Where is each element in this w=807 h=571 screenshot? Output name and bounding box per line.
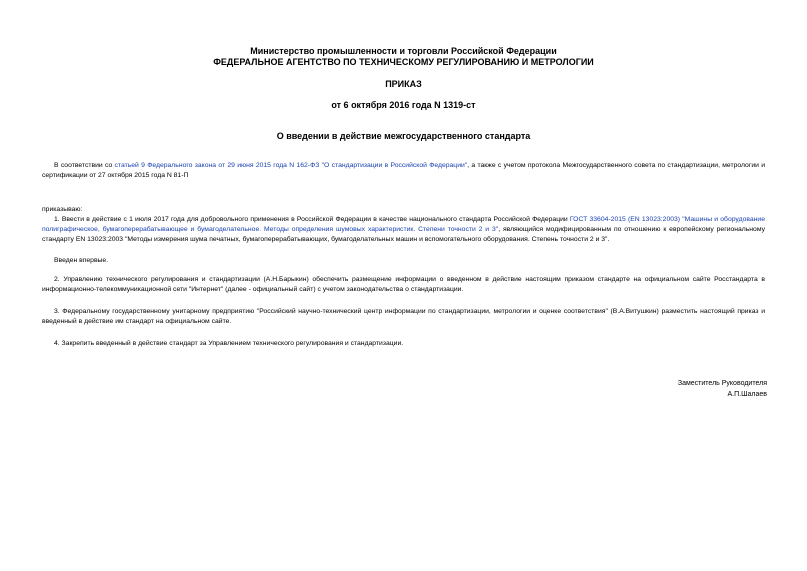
order-word: приказываю: (42, 206, 83, 213)
item-3-paragraph: 3. Федеральному государственному унитарному предприятию "Российский научно-технический центр информации по стандартизации, метрологии и оценке соответствия" (В.А.Витушкин) разместить настоящий приказ и введенный в действие им стандарт на официальном сайте. (42, 308, 765, 325)
agency-title: ФЕДЕРАЛЬНОЕ АГЕНТСТВО ПО ТЕХНИЧЕСКОМУ РЕГУЛИРОВАНИЮ И МЕТРОЛОГИИ (213, 57, 594, 67)
signatory-position: Заместитель Руководителя (677, 380, 767, 387)
preamble-text-end: , а также с учетом протокола Межгосударственного совета по стандартизации, метрологии и сертификации от 27 октября 2015 года N 81-П (42, 162, 766, 179)
item-4-paragraph: 4. Закрепить введенный в действие стандарт за Управлением технического регулирования и стандартизации. (54, 340, 404, 347)
item-1-paragraph (42, 215, 765, 245)
gost-standard-link[interactable]: ГОСТ 33604-2015 (EN 13023:2003) "Машины и оборудование полиграфическое, бумагоперерабатывающее и бумагоделательное. Методы определения шумовых характеристик. Степени точности 2 и 3" (42, 216, 765, 233)
federal-law-link[interactable]: статьей 9 Федерального закона от 29 июня 2015 года N 162-ФЗ "О стандартизации в Российской Федерации" (114, 162, 468, 169)
item-2-paragraph: 2. Управлению технического регулирования и стандартизации (А.Н.Барыкин) обеспечить размещение информации о введенном в действие настоящим приказом стандарте на официальном сайте Росстандарта в информационно-телекоммуникационной сети "Интернет" (далее - официальный сайт) с учетом законодательства о стандартизации. (42, 276, 765, 293)
document-type: ПРИКАЗ (385, 79, 422, 89)
item-1-text-end: , являющийся модифицированным по отношению к европейскому региональному стандарту EN 13023:2003 "Методы измерения шума печатных, бумагоперерабатывающих, бумагоделательных машин и вспомогательного оборудования. Степень точности 2 и 3". (42, 226, 765, 243)
signatory-name: А.П.Шалаев (727, 391, 767, 398)
introduced-first-note: Введен впервые. (54, 257, 109, 264)
preamble-text-start: В соответствии со (54, 162, 115, 169)
preamble-paragraph (42, 161, 765, 181)
item-1-text-start: 1. Ввести в действие с 1 июля 2017 года для добровольного применения в Российской Федерации в качестве национального стандарта Российской Федерации (54, 216, 570, 223)
ministry-title: Министерство промышленности и торговли Российской Федерации (250, 46, 557, 56)
document-date-number: от 6 октября 2016 года N 1319-ст (331, 100, 476, 110)
document-subject: О введении в действие межгосударственного стандарта (276, 131, 531, 141)
